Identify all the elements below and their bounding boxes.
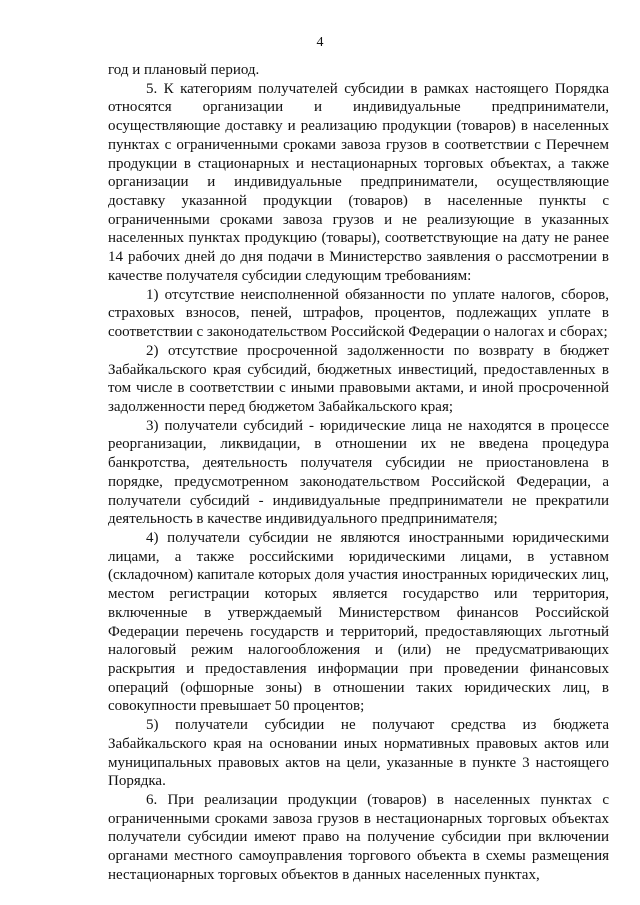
paragraph-item-6: 6. При реализации продукции (товаров) в населенных пунктах с ограниченными сроками завоза грузов в нестационарных торговых объектах получатели субсидии имеют право на получение субсидии при включении органами местного самоуправления торгового объекта в схемы размещения нестационарных торговых объектов в данных населенных пунктах, — [108, 792, 609, 883]
page-number: 4 — [316, 35, 324, 50]
paragraph-subitem-4: 4) получатели субсидии не являются иностранными юридическими лицами, а также российскими юридическими лицами, в уставном (складочном) капитале которых доля участия иностранных юридических лиц, местом регистрации которых является государство или территория, включенные в утверждаемый Министерством финансов Российской Федерации перечень государств и территорий, предоставляющих льготный налоговый режим налогообложения и (или) не предусматривающих раскрытия и предоставления информации при проведении финансовых операций (офшорные зоны) в отношении таких юридических лиц, в совокупности превышает 50 процентов; — [108, 529, 609, 715]
paragraph-subitem-5: 5) получатели субсидии не получают средства из бюджета Забайкальского края на основании иных нормативных правовых актов или муниципальных правовых актов на цели, указанные в пункте 3 настоящего Порядка. — [108, 717, 609, 790]
paragraph-continuation: год и плановый период. — [108, 62, 260, 78]
document-body — [108, 61, 609, 885]
paragraph-subitem-1: 1) отсутствие неисполненной обязанности по уплате налогов, сборов, страховых взносов, пеней, штрафов, процентов, подлежащих уплате в соответствии с законодательством Российской Федерации о налогах и сборах; — [108, 286, 609, 341]
paragraph-item-5: 5. К категориям получателей субсидии в рамках настоящего Порядка относятся организации и индивидуальные предприниматели, осуществляющие доставку и реализацию продукции (товаров) в населенных пунктах с ограниченными сроками завоза грузов в соответствии с Перечнем продукции в стационарных и нестационарных торговых объектах, а также организации и индивидуальные предприниматели, осуществляющие доставку указанной продукции (товаров) в населенные пункты с ограниченными сроками завоза грузов и не реализующие в указанных населенных пунктах продукцию (товары), соответствующие на дату не ранее 14 рабочих дней до дня подачи в Министерство заявления о рассмотрении в качестве получателя субсидии следующим требованиям: — [108, 80, 609, 284]
paragraph-subitem-3: 3) получатели субсидий - юридические лица не находятся в процессе реорганизации, ликвидации, в отношении их не введена процедура банкротства, деятельность получателя субсидии не приостановлена в порядке, предусмотренном законодательством Российской Федерации, а получатели субсидий - индивидуальные предприниматели не прекратили деятельность в качестве индивидуального предпринимателя; — [108, 417, 609, 528]
paragraph-subitem-2: 2) отсутствие просроченной задолженности по возврату в бюджет Забайкальского края субсидий, бюджетных инвестиций, предоставленных в том числе в соответствии с иными правовыми актами, и иной просроченной задолженности перед бюджетом Забайкальского края; — [108, 342, 609, 415]
